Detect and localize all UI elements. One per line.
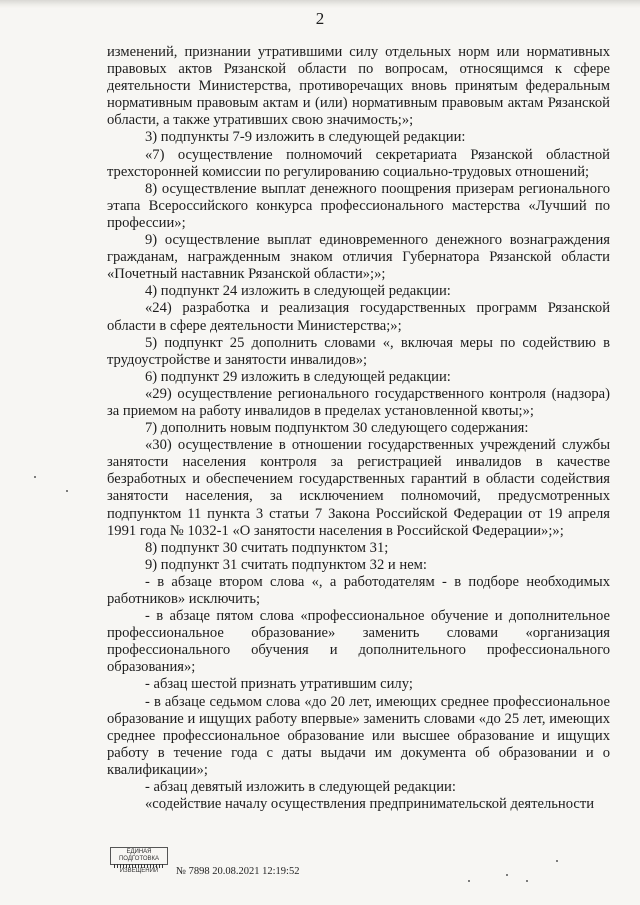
paragraph: «содействие началу осуществления предпринимательской деятельности bbox=[145, 796, 595, 813]
scan-speck bbox=[526, 880, 528, 882]
stamp-line: ЕДИНАЯ ПОДГОТОВКА bbox=[118, 849, 160, 862]
paragraph: 5) подпункт 25 дополнить словами «, включая меры по содействию в трудоустройстве и занятости инвалидов»; bbox=[107, 334, 610, 368]
scan-speck bbox=[506, 874, 508, 876]
scan-speck bbox=[66, 490, 68, 492]
paragraph: - абзац девятый изложить в следующей редакции: bbox=[145, 779, 456, 796]
paragraph: 9) осуществление выплат единовременного денежного вознаграждения гражданам, награжденным знаком отличия Губернатора Рязанской области «Почетный наставник Рязанской области»;»; bbox=[107, 232, 610, 283]
paragraph: - абзац шестой признать утратившим силу; bbox=[145, 676, 413, 693]
registration-stamp bbox=[110, 847, 168, 874]
paragraph: - в абзаце пятом слова «профессиональное обучение и дополнительное профессиональное образование» заменить словами «организация профессионального обучения и дополнительного профессионального образования»; bbox=[107, 608, 610, 676]
paragraph: - в абзаце седьмом слова «до 20 лет, имеющих среднее профессиональное образование и ищущих работу впервые» заменить словами «до 25 лет, имеющих среднее профессиональное образование или высшее образование и ищущих работу в течение года с даты выдачи им документа об образовании и о квалификации»; bbox=[107, 693, 610, 778]
paragraph: 8) осуществление выплат денежного поощрения призерам регионального этапа Всероссийского конкурса профессионального мастерства «Лучший по профессии»; bbox=[107, 180, 610, 231]
paragraph: «24) разработка и реализация государственных программ Рязанской области в сфере деятельности Министерства;»; bbox=[107, 300, 610, 334]
paragraph: «29) осуществление регионального государственного контроля (надзора) за приемом на работу инвалидов в пределах установленной квоты;»; bbox=[107, 385, 610, 419]
paragraph: «7) осуществление полномочий секретариата Рязанской областной трехсторонней комиссии по регулированию социально-трудовых отношений; bbox=[107, 146, 610, 180]
document-id: № 7898 20.08.2021 12:19:52 bbox=[176, 866, 300, 877]
paragraph: 7) дополнить новым подпунктом 30 следующего содержания: bbox=[145, 420, 529, 437]
document-body bbox=[107, 44, 610, 813]
stamp-line: ИЗВЕЩЕНИЙ bbox=[119, 868, 159, 874]
paragraph: изменений, признании утратившими силу отдельных норм или нормативных правовых актов Рязанской области по вопросам, относящимся к сфере деятельности Министерства, противоречащих вновь принятым федеральным нормативным правовым актам и (или) нормативным правовым актам Рязанской области, а также утративших свою значимость;»; bbox=[107, 44, 610, 129]
paragraph: 6) подпункт 29 изложить в следующей редакции: bbox=[145, 368, 451, 385]
scan-speck bbox=[34, 476, 36, 478]
scan-speck bbox=[468, 880, 470, 882]
page-number: 2 bbox=[315, 9, 325, 28]
paragraph: 8) подпункт 30 считать подпунктом 31; bbox=[145, 539, 389, 556]
paragraph: 3) подпункты 7-9 изложить в следующей редакции: bbox=[145, 129, 466, 146]
paragraph: «30) осуществление в отношении государственных учреждений службы занятости населения контроля за регистрацией инвалидов в качестве безработных и обеспечением государственных гарантий в области содействия занятости населения, за исключением полномочий, предусмотренных подпунктом 11 пункта 3 статьи 7 Закона Российской Федерации от 19 апреля 1991 года № 1032-1 «О занятости населения в Российской Федерации»;»; bbox=[107, 437, 610, 539]
paragraph: - в абзаце втором слова «, а работодателям - в подборе необходимых работников» исключить; bbox=[107, 573, 610, 607]
scan-speck bbox=[556, 860, 558, 862]
scan-edge bbox=[0, 0, 640, 8]
paragraph: 4) подпункт 24 изложить в следующей редакции: bbox=[145, 283, 451, 300]
paragraph: 9) подпункт 31 считать подпунктом 32 и нем: bbox=[145, 556, 427, 573]
